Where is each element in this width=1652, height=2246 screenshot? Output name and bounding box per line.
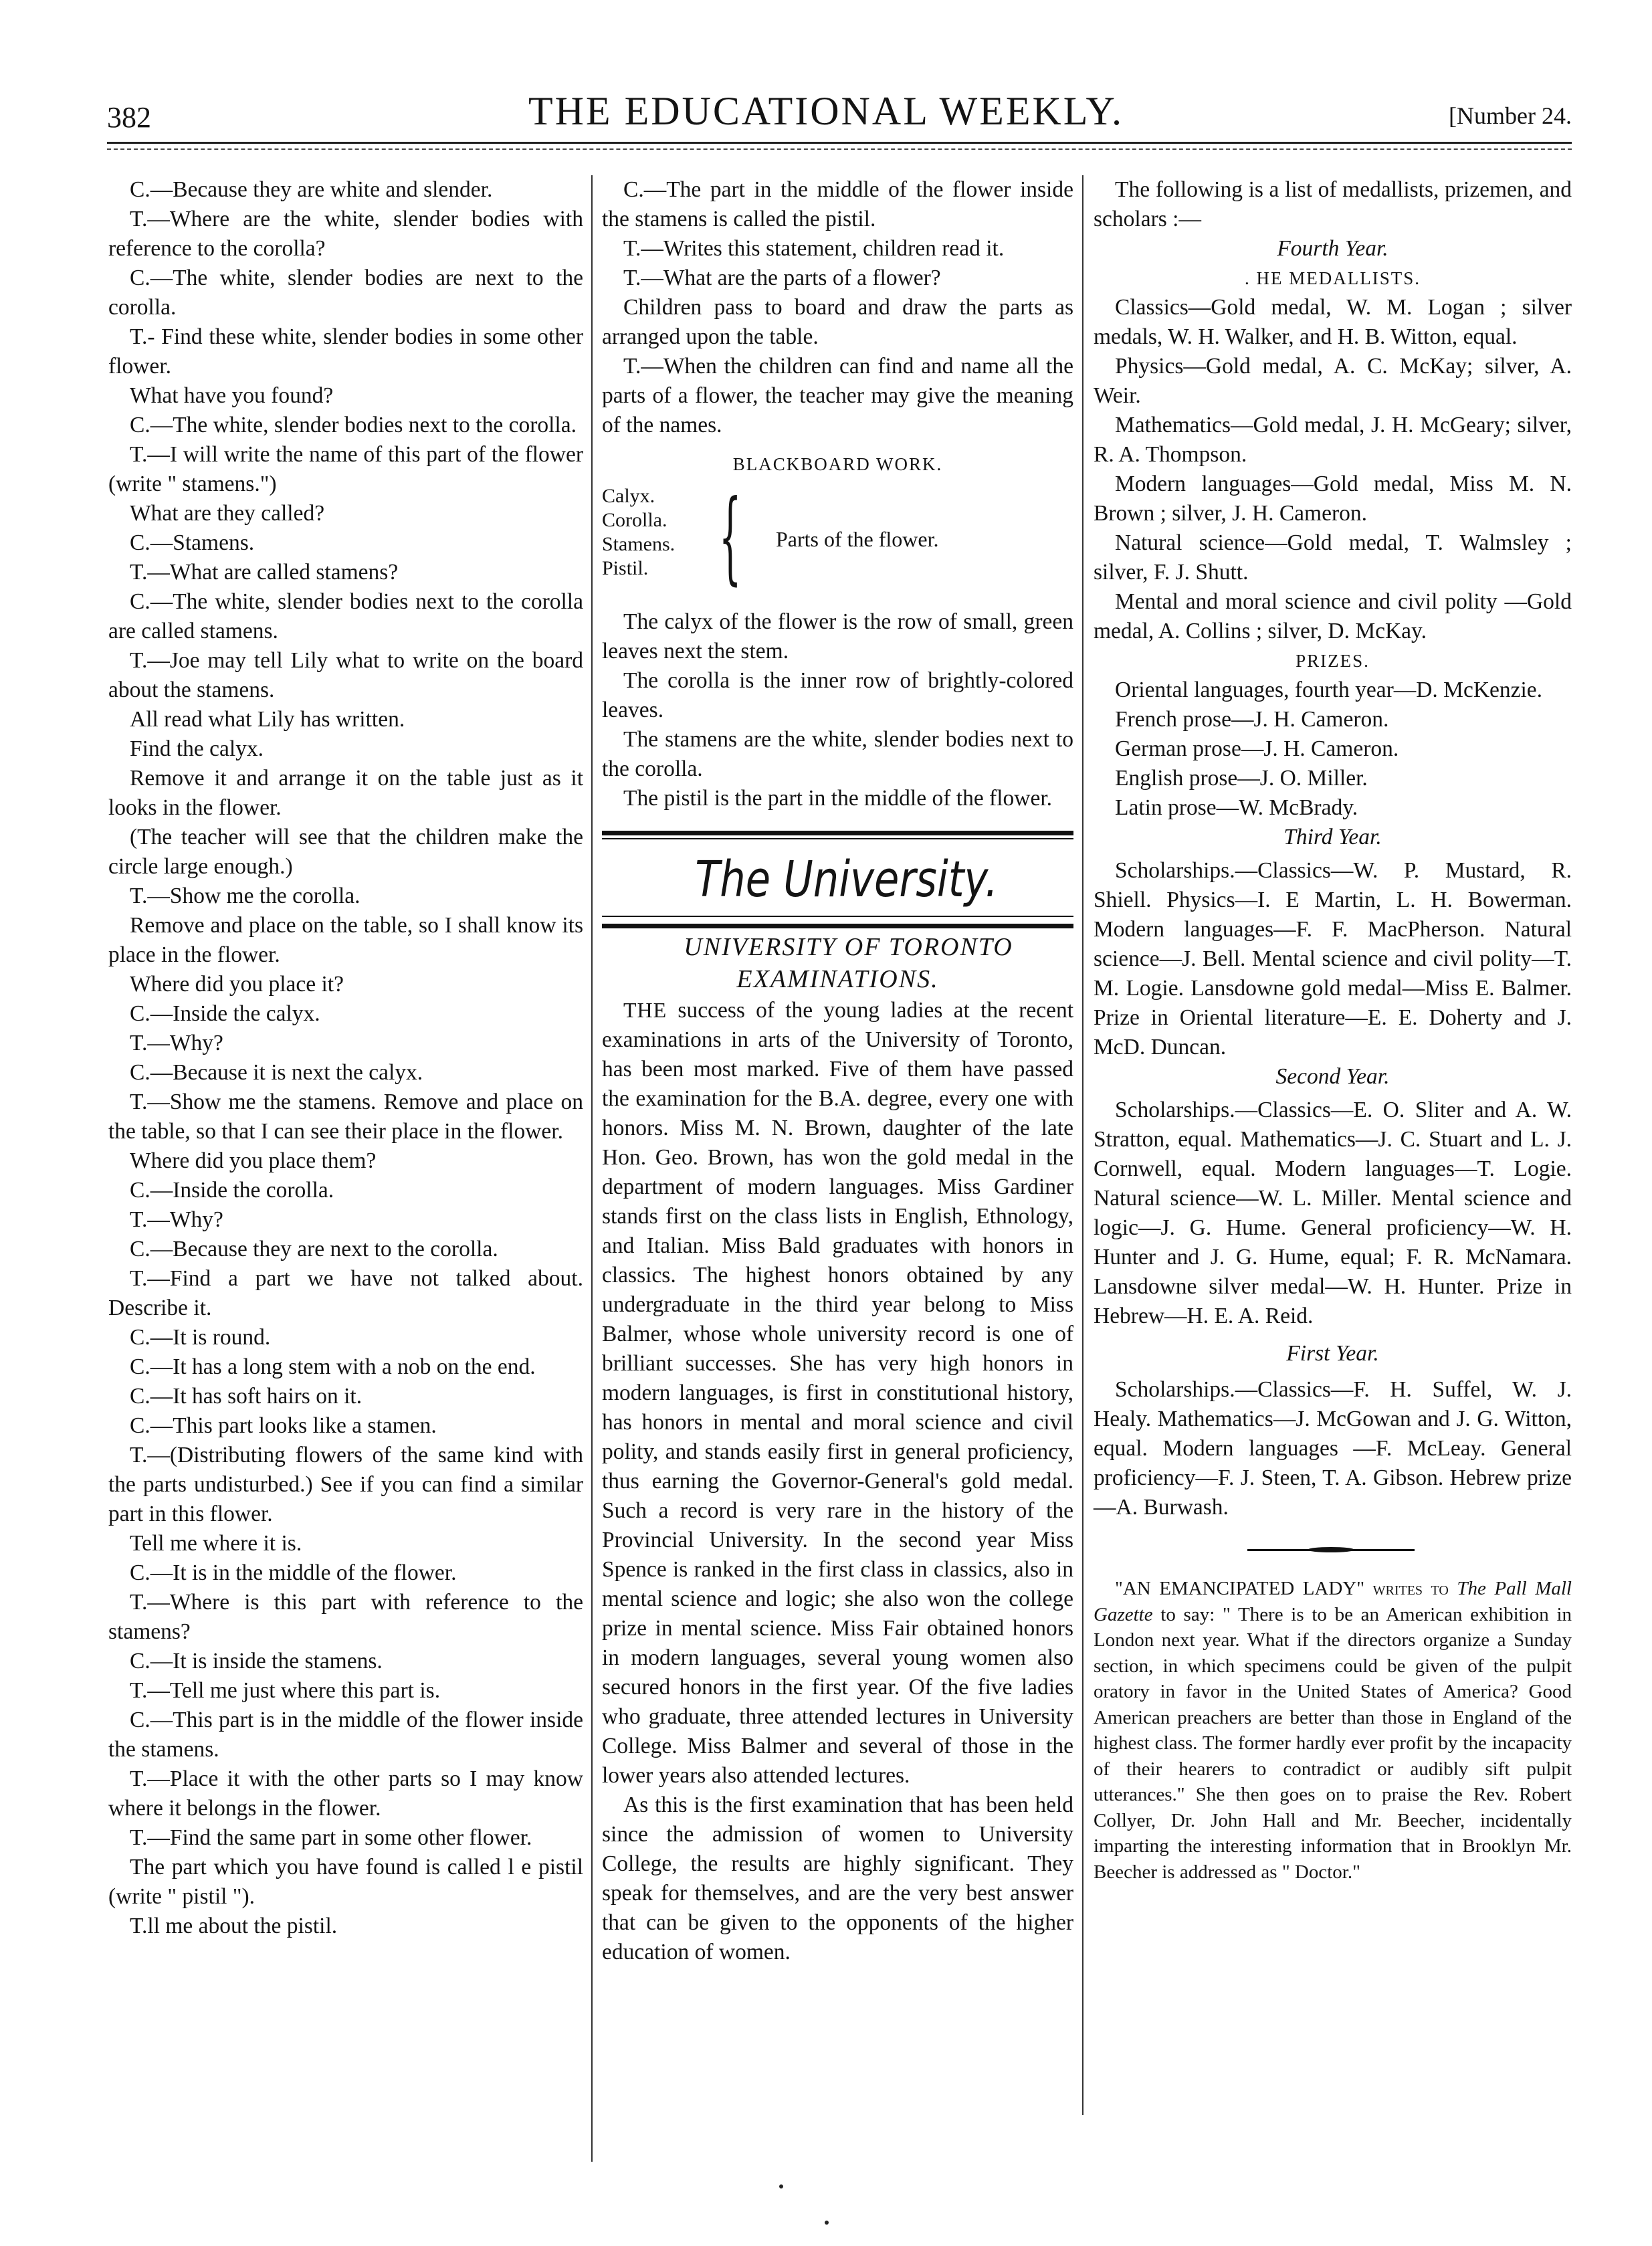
- publication-name: The Pall Mall Gazette: [1094, 1578, 1572, 1625]
- curly-brace-icon: {: [719, 479, 742, 595]
- blackboard-work: [602, 479, 1073, 602]
- dialogue-line: T.—Writes this statement, children read it.: [623, 236, 1005, 261]
- dialogue-line: T.—I will write the name of this part of the flower (write " stamens."): [108, 442, 583, 496]
- definition-line: The pistil is the part in the middle of the flower.: [623, 786, 1053, 811]
- issue-number: [Number 24.: [1449, 102, 1572, 129]
- dialogue-line: T.—When the children can find and name all the parts of a flower, the teacher may give the meaning of the names.: [602, 354, 1073, 437]
- section-rule-bottom-thin: [602, 916, 1073, 917]
- dialogue-line: C.—The white, slender bodies next to the corolla are called stamens.: [108, 589, 583, 643]
- dialogue-line: C.—The part in the middle of the flower inside the stamens is called the pistil.: [602, 177, 1073, 231]
- fourth-year-heading: Fourth Year.: [1277, 236, 1388, 261]
- term-stamens: Stamens.: [602, 533, 676, 555]
- medallist-entry: Physics—Gold medal, A. C. McKay; silver, A. Weir.: [1094, 354, 1572, 408]
- definition-line: The corolla is the inner row of brightly-colored leaves.: [602, 668, 1073, 722]
- medallists-heading: . HE MEDALLISTS.: [1245, 268, 1421, 288]
- list-intro: The following is a list of medallists, prizemen, and scholars :—: [1094, 177, 1572, 231]
- article-dropcap: THE: [623, 998, 667, 1022]
- column-divider-2: [1082, 175, 1083, 2115]
- dialogue-line: T.—Why?: [130, 1207, 223, 1232]
- first-year-scholarships: Scholarships.—Classics—F. H. Suffel, W. J. Healy. Mathematics—J. McGowan and J. G. Witton, equal. Modern languages —F. McLeay. General proficiency—F. J. Steen, T. A. Gibson. Hebrew prize—A. Burwash.: [1094, 1377, 1572, 1520]
- letter-body: to say: " There is to be an American exhibition in London next year. What if the directors organize a Sunday section, in which specimens could be given of the pulpit oratory in favor in the United States of America? Good American preachers are better than those in England of the highest class. The former hardly ever profit by the incapacity of their hearers to contradict or audibly sift pulpit utterances." She then goes on to praise the Rev. Robert Collyer, Dr. John Hall and Mr. Beecher, incidentally imparting the interesting information that in Brooklyn Mr. Beecher is addressed as " Doctor.": [1094, 1603, 1572, 1883]
- second-year-scholarships: Scholarships.—Classics—E. O. Sliter and A. W. Stratton, equal. Mathematics—J. C. Stuart and L. J. Cornwell, equal. Modern languages—T. Logie. Natural science—W. L. Miller. Mental science and logic—J. G. Hume. General proficiency—W. H. Hunter and J. G. Hume, equal; F. R. McNamara. Lansdowne silver medal—W. H. Hunter. Prize in Hebrew—H. E. A. Reid.: [1094, 1098, 1572, 1328]
- dialogue-line: C.—It has soft hairs on it.: [130, 1384, 363, 1409]
- dialogue-line: (The teacher will see that the children make the circle large enough.): [108, 825, 583, 879]
- dialogue-line: T.—Where is this part with reference to the stamens?: [108, 1590, 583, 1644]
- blackboard-heading: BLACKBOARD WORK.: [732, 454, 943, 474]
- prize-entry: German prose—J. H. Cameron.: [1115, 736, 1399, 761]
- prizes-heading: PRIZES.: [1296, 651, 1370, 671]
- dialogue-line: T.—Tell me just where this part is.: [130, 1678, 441, 1703]
- dialogue-line: C.—Inside the calyx.: [130, 1001, 320, 1026]
- ornamental-divider: [1094, 1545, 1572, 1556]
- blackboard-description: Parts of the flower.: [776, 527, 939, 551]
- dialogue-line: T.—Joe may tell Lily what to write on the board about the stamens.: [108, 648, 583, 702]
- dialogue-line: T.—Where are the white, slender bodies with reference to the corolla?: [108, 207, 583, 261]
- third-year-scholarships: Scholarships.—Classics—W. P. Mustard, R. Shiell. Physics—I. E Martin, L. H. Bowerman. Modern languages—F. F. MacPherson. Natural science—J. Bell. Mental science and civil polity—T. M. Logie. Lansdowne gold medal—Miss E. Balmer. Prize in Oriental literature—E. E. Doherty and J. McD. Duncan.: [1094, 858, 1572, 1059]
- section-rule-bottom: [602, 924, 1073, 928]
- dialogue-line: T.—Find the same part in some other flower.: [130, 1825, 532, 1850]
- dialogue-line: Tell me where it is.: [130, 1531, 302, 1556]
- term-corolla: Corolla.: [602, 509, 667, 531]
- dialogue-line: What are they called?: [130, 501, 325, 526]
- dialogue-line: T.—What are called stamens?: [130, 560, 399, 585]
- third-year-heading: Third Year.: [1283, 825, 1382, 849]
- page-mark: [779, 2184, 783, 2188]
- article-paragraph: [602, 995, 1073, 1791]
- dialogue-line: C.—Stamens.: [130, 530, 255, 555]
- first-year-heading: First Year.: [1286, 1341, 1379, 1366]
- column-right: [1094, 175, 1572, 1885]
- term-pistil: Pistil.: [602, 557, 649, 579]
- dialogue-line: C.—It is round.: [130, 1325, 271, 1350]
- medallist-entry: Classics—Gold medal, W. M. Logan ; silver medals, W. H. Walker, and H. B. Witton, equal.: [1094, 295, 1572, 349]
- dialogue-line: C.—Because they are white and slender.: [130, 177, 493, 202]
- dialogue-line: C.—This part looks like a stamen.: [130, 1413, 437, 1438]
- dialogue-line: Remove it and arrange it on the table just as it looks in the flower.: [108, 766, 583, 820]
- dialogue-line: All read what Lily has written.: [130, 707, 405, 732]
- dialogue-line: T.—Show me the stamens. Remove and place on the table, so that I can see their place in the flower.: [108, 1090, 583, 1144]
- dialogue-line: C.—The white, slender bodies are next to the corolla.: [108, 266, 583, 320]
- dialogue-line: Find the calyx.: [130, 736, 264, 761]
- dialogue-line: C.—It is in the middle of the flower.: [130, 1560, 457, 1585]
- flower-parts-list: [602, 484, 675, 581]
- dialogue-line: C.—It has a long stem with a nob on the end.: [130, 1354, 536, 1379]
- dialogue-line: T.—What are the parts of a flower?: [623, 266, 941, 290]
- article-title: UNIVERSITY OF TORONTO EXAMINATIONS.: [684, 933, 1013, 993]
- dialogue-line: Where did you place them?: [130, 1148, 377, 1173]
- dialogue-line: C.—It is inside the stamens.: [130, 1649, 383, 1673]
- dialogue-line: Where did you place it?: [130, 972, 344, 997]
- medallist-entry: Modern languages—Gold medal, Miss M. N. Brown ; silver, J. H. Cameron.: [1094, 472, 1572, 526]
- prize-entry: Latin prose—W. McBrady.: [1115, 795, 1358, 820]
- dialogue-line: Remove and place on the table, so I shall know its place in the flower.: [108, 913, 583, 967]
- section-rule-top: [602, 831, 1073, 835]
- dialogue-line: T.—Why?: [130, 1031, 223, 1055]
- dialogue-line: C.—The white, slender bodies next to the corolla.: [130, 413, 577, 437]
- section-rule-top-thin: [602, 838, 1073, 839]
- medallist-entry: Mathematics—Gold medal, J. H. McGeary; silver, R. A. Thompson.: [1094, 413, 1572, 467]
- dialogue-line: T.—Find a part we have not talked about. Describe it.: [108, 1266, 583, 1320]
- term-calyx: Calyx.: [602, 485, 655, 507]
- definition-line: The stamens are the white, slender bodies next to the corolla.: [602, 727, 1073, 781]
- dialogue-line: C.—This part is in the middle of the flower inside the stamens.: [108, 1708, 583, 1762]
- article-paragraph-text: success of the young ladies at the recent examinations in arts of the University of Toronto, has been most marked. Five of them have passed the examination for the B.A. degree, every one with honors. Miss M. N. Brown, daughter of the late Hon. Geo. Brown, has won the gold medal in the department of modern languages. Miss Gardiner stands first on the class lists in English, Ethnology, and Italian. Miss Bald graduates with honors in classics. The highest honors obtained by any undergraduate in the third year belong to Miss Balmer, whose whole university record is one of brilliant successes. She has very high honors in modern languages, is first in constitutional history, has honors in mental and moral science and civil polity, and stands easily first in general proficiency, thus earning the Governor-General's gold medal. Such a record is very rare in the history of the Provincial University. In the second year Miss Spence is ranked in the first class in classics, also in mental science and logic; she also won the college prize in mental science. Miss Fair obtained honors in modern languages, several young women also secured honors in the first year. Of the five ladies who graduate, three attended lectures in University College. Miss Balmer and several of those in the lower years also attended lectures.: [602, 998, 1073, 1788]
- column-divider-1: [591, 175, 593, 2162]
- column-left: [108, 175, 583, 1941]
- page-mark: [825, 2221, 829, 2225]
- prize-entry: French prose—J. H. Cameron.: [1115, 707, 1389, 732]
- prize-entry: English prose—J. O. Miller.: [1115, 766, 1368, 791]
- letter-item: [1094, 1576, 1572, 1885]
- page-number: 382: [107, 101, 151, 134]
- dialogue-line: T.ll me about the pistil.: [130, 1914, 338, 1938]
- dialogue-line: T.—Place it with the other parts so I may know where it belongs in the flower.: [108, 1766, 583, 1821]
- dialogue-line: T.—Show me the corolla.: [130, 884, 360, 908]
- dialogue-line: Children pass to board and draw the parts as arranged upon the table.: [602, 295, 1073, 349]
- medallist-entry: Mental and moral science and civil polity —Gold medal, A. Collins ; silver, D. McKay.: [1094, 589, 1572, 643]
- dialogue-line: The part which you have found is called l e pistil (write " pistil ").: [108, 1855, 583, 1909]
- section-title: The University.: [695, 851, 999, 908]
- prize-entry: Oriental languages, fourth year—D. McKenzie.: [1115, 678, 1543, 702]
- definition-line: The calyx of the flower is the row of small, green leaves next the stem.: [602, 609, 1073, 663]
- article-paragraph: As this is the first examination that has been held since the admission of women to University College, the results are highly significant. They speak for themselves, and are the very best answer that can be given to the opponents of the higher education of women.: [602, 1793, 1073, 1964]
- letter-opening: "AN EMANCIPATED LADY" writes to: [1115, 1578, 1449, 1599]
- dialogue-line: C.—Because it is next the calyx.: [130, 1060, 423, 1085]
- second-year-heading: Second Year.: [1275, 1064, 1390, 1089]
- medallist-entry: Natural science—Gold medal, T. Walmsley ; silver, F. J. Shutt.: [1094, 530, 1572, 585]
- dialogue-line: What have you found?: [130, 383, 334, 408]
- column-middle: [602, 175, 1073, 1967]
- dialogue-line: C.—Inside the corolla.: [130, 1178, 334, 1203]
- masthead-title: THE EDUCATIONAL WEEKLY.: [528, 89, 1124, 133]
- dialogue-line: T.—(Distributing flowers of the same kind with the parts undisturbed.) See if you can find a similar part in this flower.: [108, 1443, 583, 1526]
- header-dashed-rule: [107, 148, 1572, 150]
- dialogue-line: T.- Find these white, slender bodies in some other flower.: [108, 324, 583, 379]
- dialogue-line: C.—Because they are next to the corolla.: [130, 1237, 498, 1261]
- header-rule: [107, 142, 1572, 144]
